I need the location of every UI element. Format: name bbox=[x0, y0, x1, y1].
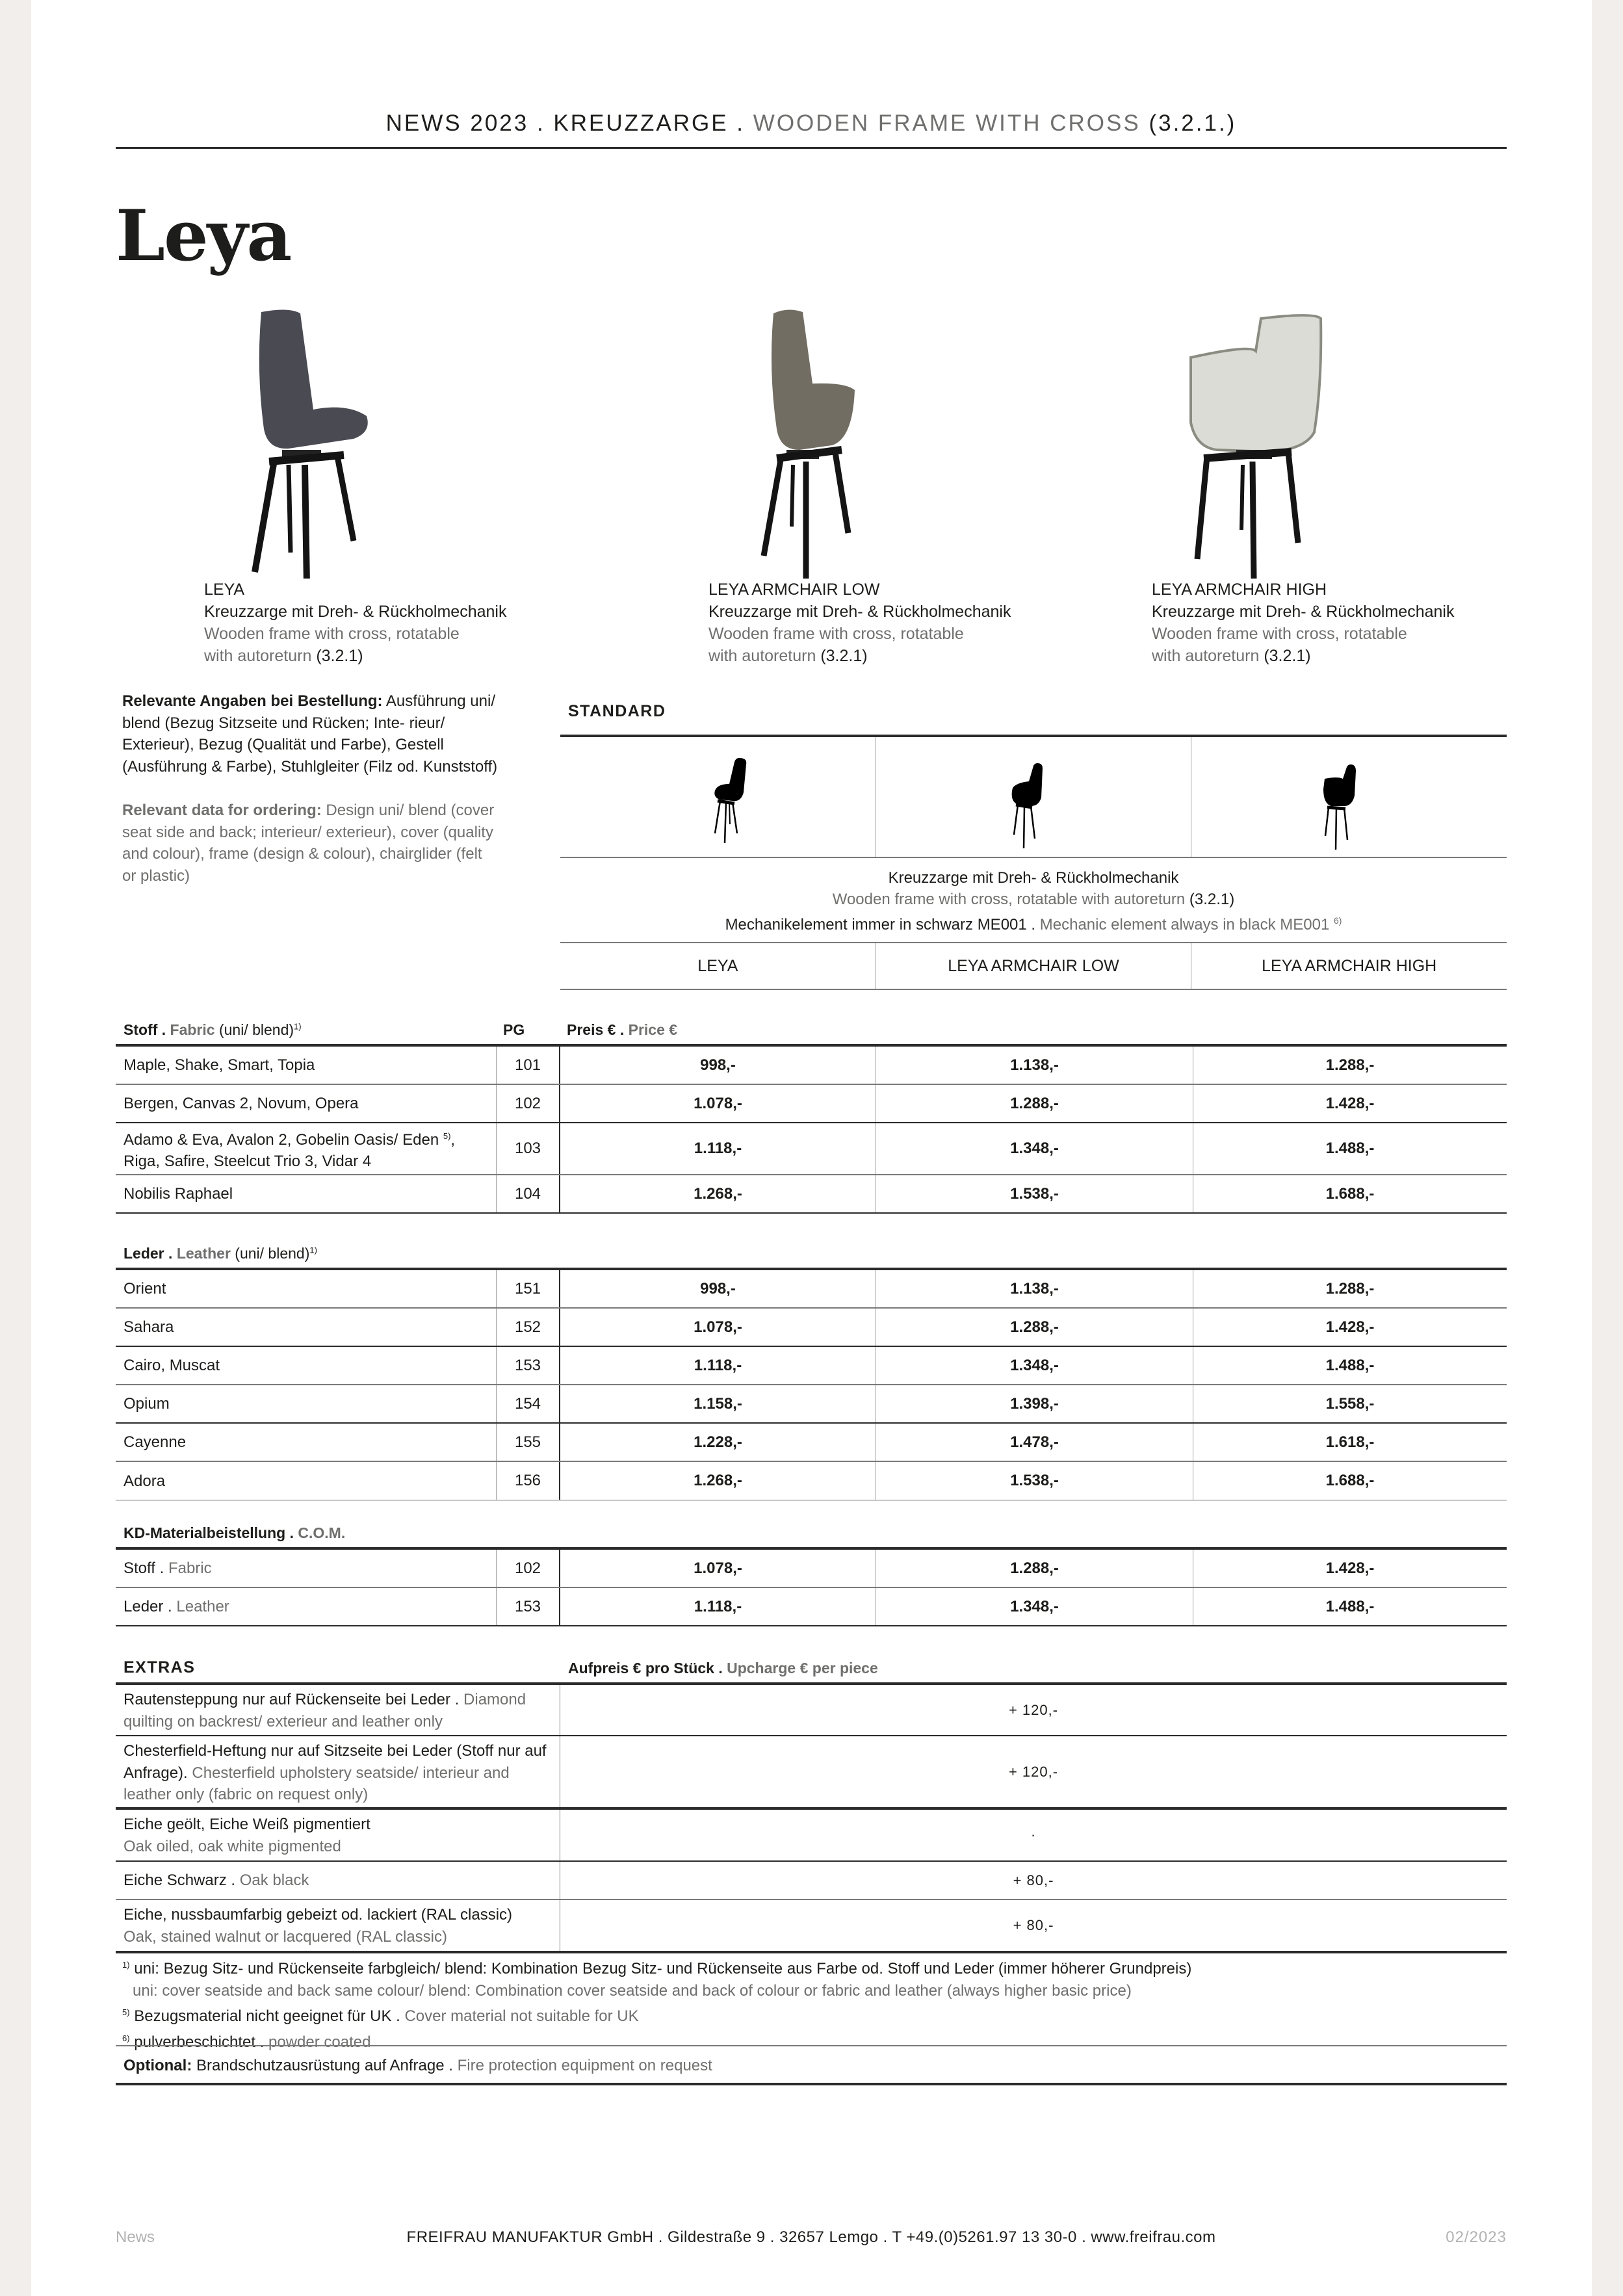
cell-pg: 104 bbox=[497, 1175, 560, 1212]
upcharge-en: Upcharge € per piece bbox=[727, 1660, 878, 1676]
cell-price-armchair-low: 1.288,- bbox=[876, 1309, 1193, 1346]
standard-icon-cell bbox=[560, 737, 876, 857]
table-row bbox=[116, 1175, 1507, 1214]
cell-pg: 102 bbox=[497, 1550, 560, 1587]
standard-label: STANDARD bbox=[568, 702, 666, 720]
table-body bbox=[116, 1047, 1507, 1214]
cell-price-leya: 1.118,- bbox=[560, 1588, 876, 1625]
footnote-de: pulverbeschichtet . bbox=[134, 2033, 265, 2051]
table-header bbox=[116, 1242, 1507, 1268]
cell-name: Adora bbox=[116, 1462, 497, 1500]
cell-price-armchair-low: 1.138,- bbox=[876, 1047, 1193, 1084]
cell-price-leya: 998,- bbox=[560, 1270, 876, 1307]
running-head-grey: WOODEN FRAME WITH CROSS bbox=[753, 111, 1141, 136]
footnote-en: powder coated bbox=[268, 2033, 371, 2051]
extra-en: Oak oiled, oak white pigmented bbox=[123, 1837, 341, 1855]
chair-photo-armchair-high bbox=[1152, 306, 1490, 579]
cell-price-armchair-high: 1.558,- bbox=[1325, 1394, 1375, 1413]
extra-price: + 80,- bbox=[1013, 1917, 1054, 1934]
caption-armchair-low bbox=[708, 579, 1072, 667]
standard-desc-en: Wooden frame with cross, rotatable with autoreturn bbox=[832, 891, 1186, 908]
product-desc-en-1: Wooden frame with cross, rotatable bbox=[204, 625, 460, 643]
cell-name-line1: Adamo & Eva, Avalon 2, Gobelin Oasis/ Eden bbox=[123, 1131, 439, 1149]
standard-icon-cell bbox=[1191, 737, 1507, 857]
footnote-de: Bezugsmaterial nicht geeignet für UK . bbox=[134, 2007, 400, 2025]
cell-price-armchair-low: 1.288,- bbox=[876, 1085, 1193, 1122]
table-row bbox=[116, 1270, 1507, 1309]
extra-de: Eiche, nussbaumfarbig gebeizt od. lackiert (RAL classic) bbox=[123, 1906, 513, 1924]
cell-price-leya: 1.158,- bbox=[560, 1385, 876, 1422]
optional-note bbox=[116, 2045, 1507, 2085]
cell-price-armchair-low: 1.538,- bbox=[876, 1462, 1193, 1500]
cell-price-armchair-high: 1.688,- bbox=[1325, 1184, 1375, 1203]
cell-name-line2: Riga, Safire, Steelcut Trio 3, Vidar 4 bbox=[123, 1153, 372, 1170]
product-desc-en-2: with autoreturn bbox=[1152, 647, 1260, 665]
cell-price-armchair-high: 1.488,- bbox=[1325, 1356, 1375, 1374]
upcharge-de: Aufpreis € pro Stück . bbox=[568, 1660, 723, 1676]
footer-section: News bbox=[116, 2228, 155, 2246]
table-body bbox=[116, 1270, 1507, 1501]
header-en: C.O.M. bbox=[298, 1524, 346, 1541]
footnotes bbox=[122, 1954, 1507, 2053]
footnote-de: uni: Bezug Sitz- und Rückenseite farbgleich/ blend: Kombination Bezug Sitz- und Rückenseite aus Farbe od. Stoff und Leder (immer höherer Grundpreis) bbox=[134, 1960, 1192, 1977]
cell-price-armchair-high: 1.488,- bbox=[1325, 1140, 1375, 1157]
cell-price-armchair-high: 1.428,- bbox=[1325, 1559, 1375, 1577]
cell-name bbox=[116, 1588, 497, 1625]
cell-price-armchair-high: 1.288,- bbox=[1325, 1056, 1375, 1074]
table-row bbox=[116, 1810, 1507, 1862]
extra-price: + 120,- bbox=[1008, 1763, 1059, 1780]
extra-en: Diamond quilting on backrest/ exterieur and leather only bbox=[123, 1691, 526, 1730]
running-head-code: (3.2.1.) bbox=[1149, 111, 1237, 136]
product-desc-de: Kreuzzarge mit Dreh- & Rückholmechanik bbox=[708, 603, 1011, 621]
cell-name: Adamo & Eva, Avalon 2, Gobelin Oasis/ Eden $^{5)}$, Riga, Safire, Steelcut Trio 3, Vidar 4 bbox=[116, 1123, 497, 1174]
cell-price-armchair-low: 1.478,- bbox=[876, 1424, 1193, 1461]
cell-price-leya: 1.118,- bbox=[560, 1123, 876, 1174]
cell-price-armchair-high: 1.688,- bbox=[1325, 1472, 1375, 1489]
product-desc-de: Kreuzzarge mit Dreh- & Rückholmechanik bbox=[1152, 603, 1455, 621]
cell-price-armchair-low: 1.538,- bbox=[876, 1175, 1193, 1212]
column-name-armchair-low: LEYA ARMCHAIR LOW bbox=[876, 943, 1191, 989]
cell-pg: 152 bbox=[497, 1309, 560, 1346]
cell-price-leya: 1.078,- bbox=[560, 1550, 876, 1587]
table-row bbox=[116, 1385, 1507, 1424]
cell-pg: 153 bbox=[497, 1347, 560, 1384]
cell-name: Cayenne bbox=[116, 1424, 497, 1461]
table-row bbox=[116, 1588, 1507, 1626]
extra-desc bbox=[116, 1810, 560, 1860]
standard-desc-de: Kreuzzarge mit Dreh- & Rückholmechanik bbox=[888, 869, 1179, 887]
footnote-ref: 1) bbox=[309, 1245, 317, 1255]
ordering-de-text: Ausführung uni/ blend (Bezug Sitzseite und Rücken; Inte- rieur/ Exterieur), Bezug (Qualität und Farbe), Gestell (Ausführung & Farbe), Stuhlgleiter (Filz od. Kunststoff) bbox=[122, 692, 498, 776]
product-name: LEYA ARMCHAIR LOW bbox=[708, 581, 880, 599]
cell-pg: 101 bbox=[497, 1047, 560, 1084]
caption-armchair-high bbox=[1152, 579, 1516, 667]
mechanic-de: Mechanikelement immer in schwarz ME001 . bbox=[725, 916, 1036, 933]
product-leya-armchair-high bbox=[1152, 306, 1490, 665]
price-header-en: Price € bbox=[628, 1021, 678, 1038]
extra-desc bbox=[116, 1862, 560, 1899]
product-code: (3.2.1) bbox=[316, 647, 363, 665]
table-row bbox=[116, 1550, 1507, 1588]
extra-price: + 80,- bbox=[1013, 1872, 1054, 1888]
running-head-dark: NEWS 2023 . KREUZZARGE . bbox=[385, 111, 746, 136]
extra-desc bbox=[116, 1685, 560, 1735]
header-rule bbox=[116, 147, 1507, 149]
optional-en: Fire protection equipment on request bbox=[457, 2057, 712, 2074]
leather-price-table bbox=[116, 1242, 1507, 1501]
column-name-armchair-high: LEYA ARMCHAIR HIGH bbox=[1191, 943, 1507, 989]
name-de: Leder . bbox=[123, 1598, 172, 1615]
chair-armchair-low-icon bbox=[708, 306, 942, 579]
standard-desc-code: (3.2.1) bbox=[1189, 891, 1235, 908]
divider bbox=[560, 989, 1507, 990]
page-sheet bbox=[31, 0, 1592, 2296]
header-de: Leder . bbox=[123, 1245, 173, 1262]
cell-price-armchair-high: 1.428,- bbox=[1325, 1094, 1375, 1112]
cell-pg: 102 bbox=[497, 1085, 560, 1122]
chair-silhouette-leya-icon bbox=[703, 757, 768, 848]
product-name: LEYA ARMCHAIR HIGH bbox=[1152, 581, 1327, 599]
footnote-ref: 1) bbox=[294, 1021, 302, 1032]
table-row bbox=[116, 1123, 1507, 1175]
ordering-en-text: Design uni/ blend (cover seat side and back; interieur/ exterieur), cover (quality and colour), frame (design & colour), chairglider (felt or plastic) bbox=[122, 802, 495, 885]
footnote-mark: 1) bbox=[122, 1960, 130, 1970]
extras-table bbox=[116, 1656, 1507, 1953]
extra-en: Chesterfield upholstery seatside/ interieur and leather only (fabric on request only) bbox=[123, 1764, 510, 1803]
cell-price-armchair-high: 1.428,- bbox=[1325, 1318, 1375, 1336]
chair-photo-armchair-low bbox=[708, 306, 1046, 579]
header-en: Leather bbox=[176, 1245, 231, 1262]
extra-de: Eiche geölt, Eiche Weiß pigmentiert bbox=[123, 1816, 370, 1833]
chair-silhouette-armchair-high-icon bbox=[1312, 763, 1377, 854]
pg-header: PG bbox=[503, 1021, 525, 1038]
optional-label: Optional: bbox=[123, 2057, 192, 2074]
table-header bbox=[116, 1521, 1507, 1547]
table-header bbox=[116, 1018, 1507, 1044]
footnote-en: uni: cover seatside and back same colour/ blend: Combination cover seatside and back of colour or fabric and leather (always higher basic price) bbox=[133, 1981, 1132, 2000]
footnote-ref: 6) bbox=[1333, 915, 1342, 926]
cell-price-leya: 1.268,- bbox=[560, 1462, 876, 1500]
extra-de: Chesterfield-Heftung nur auf Sitzseite bei Leder (Stoff nur auf Anfrage). bbox=[123, 1742, 547, 1782]
cell-price-leya: 1.268,- bbox=[560, 1175, 876, 1212]
cell-pg: 154 bbox=[497, 1385, 560, 1422]
table-row bbox=[116, 1862, 1507, 1900]
cell-price-armchair-high: 1.288,- bbox=[1325, 1279, 1375, 1298]
table-row bbox=[116, 1347, 1507, 1385]
product-desc-en-2: with autoreturn bbox=[204, 647, 312, 665]
product-code: (3.2.1) bbox=[1264, 647, 1311, 665]
table-row bbox=[116, 1047, 1507, 1085]
page-title: Leya bbox=[116, 195, 291, 277]
table-row bbox=[116, 1900, 1507, 1953]
cell-name: Sahara bbox=[116, 1309, 497, 1346]
footer-date: 02/2023 bbox=[1446, 2228, 1507, 2246]
cell-price-leya: 1.078,- bbox=[560, 1309, 876, 1346]
footnote-mark: 5) bbox=[122, 2007, 130, 2017]
cell-pg: 153 bbox=[497, 1588, 560, 1625]
standard-icons-row bbox=[560, 737, 1507, 857]
mechanic-en: Mechanic element always in black ME001 bbox=[1039, 916, 1330, 933]
header-suffix: (uni/ blend) bbox=[218, 1021, 294, 1038]
footnote-mark: 6) bbox=[122, 2033, 130, 2043]
cell-name bbox=[116, 1550, 497, 1587]
footnote-ref: 5) bbox=[443, 1131, 451, 1141]
cell-price-armchair-low: 1.348,- bbox=[876, 1588, 1193, 1625]
table-row bbox=[116, 1309, 1507, 1347]
cell-pg: 103 bbox=[497, 1123, 560, 1174]
cell-name: Cairo, Muscat bbox=[116, 1347, 497, 1384]
running-head bbox=[116, 111, 1507, 137]
extra-desc bbox=[116, 1736, 560, 1807]
cell-pg: 151 bbox=[497, 1270, 560, 1307]
standard-description bbox=[560, 858, 1507, 942]
cell-pg: 155 bbox=[497, 1424, 560, 1461]
product-desc-en-1: Wooden frame with cross, rotatable bbox=[1152, 625, 1407, 643]
standard-icon-cell bbox=[876, 737, 1191, 857]
cell-price-armchair-low: 1.348,- bbox=[876, 1123, 1193, 1174]
cell-price-armchair-low: 1.138,- bbox=[876, 1270, 1193, 1307]
extra-price: · bbox=[1030, 1827, 1037, 1844]
header-de: KD-Materialbeistellung . bbox=[123, 1524, 294, 1541]
product-desc-en-2: with autoreturn bbox=[708, 647, 816, 665]
optional-de: Brandschutzausrüstung auf Anfrage . bbox=[196, 2057, 453, 2074]
extra-desc bbox=[116, 1900, 560, 1951]
header-en: Fabric bbox=[170, 1021, 215, 1038]
product-leya bbox=[204, 306, 542, 665]
caption-leya bbox=[204, 579, 568, 667]
footer-company-info: FREIFRAU MANUFAKTUR GmbH . Gildestraße 9 . 32657 Lemgo . T +49.(0)5261.97 13 30-0 . www.freifrau.com bbox=[406, 2228, 1216, 2246]
cell-price-leya: 1.118,- bbox=[560, 1347, 876, 1384]
table-row bbox=[116, 1424, 1507, 1462]
cell-name: Maple, Shake, Smart, Topia bbox=[116, 1047, 497, 1084]
ordering-de-label: Relevante Angaben bei Bestellung: bbox=[122, 692, 383, 710]
product-desc-de: Kreuzzarge mit Dreh- & Rückholmechanik bbox=[204, 603, 507, 621]
extra-en: Oak black bbox=[239, 1871, 309, 1889]
header-suffix: (uni/ blend) bbox=[235, 1245, 310, 1262]
cell-name: Nobilis Raphael bbox=[116, 1175, 497, 1212]
extra-de: Rautensteppung nur auf Rückenseite bei Leder . bbox=[123, 1691, 460, 1708]
ordering-en-label: Relevant data for ordering: bbox=[122, 802, 322, 819]
footnote-en: Cover material not suitable for UK bbox=[404, 2007, 639, 2025]
fabric-price-table bbox=[116, 1018, 1507, 1214]
product-name: LEYA bbox=[204, 581, 245, 599]
extra-en: Oak, stained walnut or lacquered (RAL classic) bbox=[123, 1927, 447, 1946]
cell-price-armchair-low: 1.348,- bbox=[876, 1347, 1193, 1384]
standard-block bbox=[560, 702, 1507, 990]
table-header bbox=[116, 1656, 1507, 1682]
table-row bbox=[116, 1085, 1507, 1123]
table-body bbox=[116, 1550, 1507, 1626]
com-price-table bbox=[116, 1521, 1507, 1626]
name-de: Stoff . bbox=[123, 1559, 164, 1577]
cell-price-leya: 1.228,- bbox=[560, 1424, 876, 1461]
chair-silhouette-armchair-low-icon bbox=[1000, 762, 1065, 853]
cell-price-leya: 1.078,- bbox=[560, 1085, 876, 1122]
cell-name: Bergen, Canvas 2, Novum, Opera bbox=[116, 1085, 497, 1122]
standard-column-names bbox=[560, 943, 1507, 989]
extra-price: + 120,- bbox=[1008, 1701, 1059, 1718]
cell-price-leya: 998,- bbox=[560, 1047, 876, 1084]
cell-pg: 156 bbox=[497, 1462, 560, 1500]
cell-price-armchair-high: 1.618,- bbox=[1325, 1433, 1375, 1451]
extras-label: EXTRAS bbox=[123, 1658, 196, 1676]
column-name-leya: LEYA bbox=[697, 957, 738, 975]
chair-leya-icon bbox=[204, 306, 438, 579]
table-row bbox=[116, 1462, 1507, 1501]
cell-price-armchair-low: 1.398,- bbox=[876, 1385, 1193, 1422]
extra-de: Eiche Schwarz . bbox=[123, 1871, 236, 1889]
name-en: Leather bbox=[176, 1598, 229, 1615]
header-de: Stoff . bbox=[123, 1021, 166, 1038]
chair-photo-leya bbox=[204, 306, 542, 579]
cell-price-armchair-low: 1.288,- bbox=[876, 1550, 1193, 1587]
cell-price-armchair-high: 1.488,- bbox=[1325, 1597, 1375, 1615]
chair-armchair-high-icon bbox=[1152, 306, 1386, 579]
table-row bbox=[116, 1685, 1507, 1736]
cell-name: Opium bbox=[116, 1385, 497, 1422]
price-header-de: Preis € . bbox=[567, 1021, 625, 1038]
name-en: Fabric bbox=[168, 1559, 212, 1577]
cell-name: Orient bbox=[116, 1270, 497, 1307]
product-desc-en-1: Wooden frame with cross, rotatable bbox=[708, 625, 964, 643]
table-row bbox=[116, 1736, 1507, 1810]
product-leya-armchair-low bbox=[708, 306, 1046, 665]
product-code: (3.2.1) bbox=[820, 647, 868, 665]
ordering-info bbox=[122, 690, 499, 887]
